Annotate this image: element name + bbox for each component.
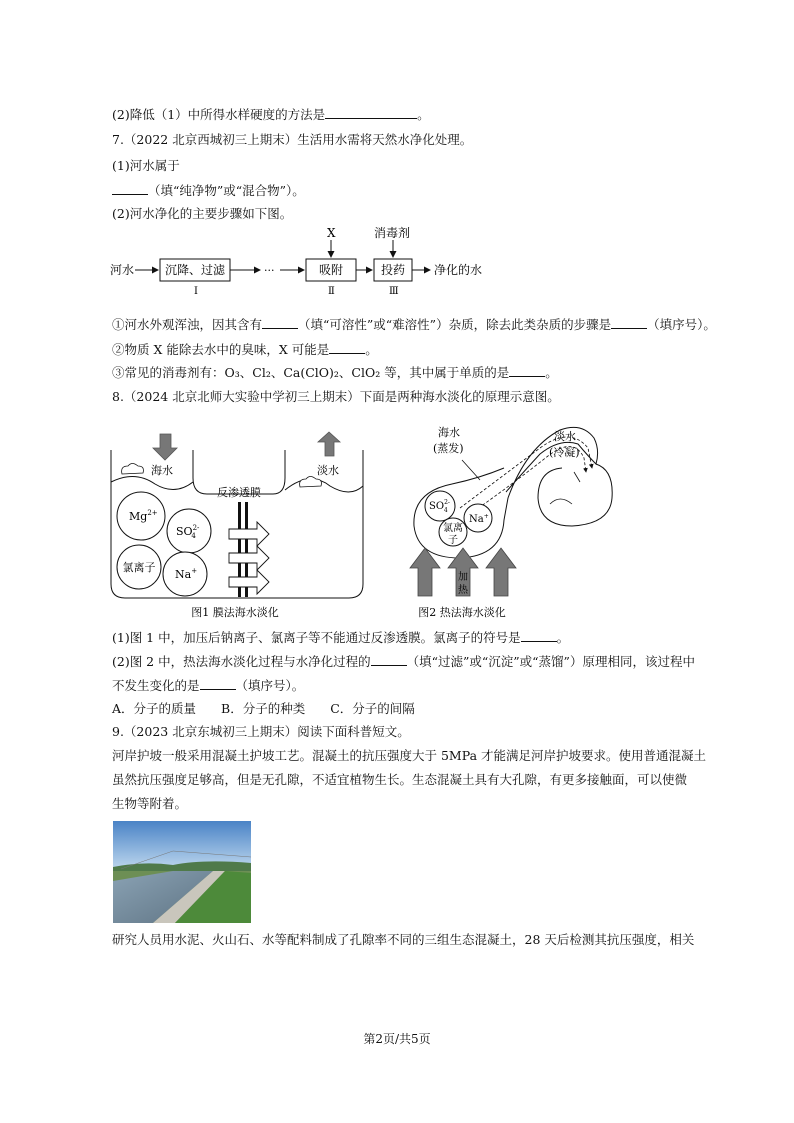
- svg-text:Mg2+: $Mg^{2+}$: [129, 509, 158, 523]
- flow-end-label: 净化的水: [434, 263, 483, 277]
- q7-sub3: ③常见的消毒剂有：O₃、Cl₂、Ca(ClO)₂、ClO₂ 等，其中属于单质的是 。: [112, 365, 558, 380]
- membrane-label: 反渗透膜: [217, 486, 261, 499]
- q7-part2: (2)河水净化的主要步骤如下图。: [112, 206, 293, 221]
- passage-line-3: 生物等附着。: [112, 796, 188, 811]
- flow-disinfectant-label: 消毒剂: [373, 226, 411, 240]
- cloud-icon: [122, 464, 144, 475]
- q8-part2: (2)图 2 中，热法海水淡化过程与水净化过程的 （填“过滤”或“沉淀”或“蒸馏”）原理相同，该过程中: [112, 654, 695, 669]
- answer-blank[interactable]: [509, 364, 545, 377]
- flow-start-label: 河水: [110, 263, 135, 277]
- permeate-arrow-icon: [229, 522, 269, 546]
- q7-sub2: ②物质 X 能除去水中的臭味，X 可能是 。: [112, 342, 378, 357]
- q9-stem: 9.（2023 北京东城初三上期末）阅读下面科普短文。: [112, 724, 410, 739]
- svg-text:子: 子: [448, 535, 458, 546]
- figure-2-caption: 图2 热法海水淡化: [418, 606, 506, 619]
- heat-label-2: 热: [458, 585, 468, 596]
- svg-text:Na+: Na+: [175, 567, 198, 581]
- condense-label: (冷凝): [549, 446, 580, 459]
- freshwater-condense-label: 淡水: [554, 430, 576, 443]
- answer-blank[interactable]: [611, 316, 647, 329]
- figure-2-thermal-desalination: [400, 408, 640, 624]
- cloud-icon: [300, 477, 322, 488]
- figure-1-caption: 图1 膜法海水淡化: [191, 606, 279, 619]
- answer-blank[interactable]: [112, 182, 148, 195]
- water-purification-flow-diagram: [100, 222, 520, 302]
- freshwater-label: 淡水: [317, 464, 339, 477]
- svg-text:氯离: 氯离: [443, 523, 463, 534]
- svg-text:氯离子: 氯离子: [122, 561, 156, 574]
- q8-stem: 8.（2024 北京北师大实验中学初三上期末）下面是两种海水淡化的原理示意图。: [112, 389, 560, 404]
- figure-1-membrane-desalination: [105, 412, 380, 624]
- permeate-arrow-icon: [229, 546, 269, 570]
- flow-ellipsis: ···: [264, 264, 275, 277]
- q8-options: A．分子的质量 B．分子的种类 C．分子的间隔: [112, 701, 415, 716]
- q6-part2: (2)降低（1）中所得水样硬度的方法是 。: [112, 107, 430, 122]
- svg-text:SO2-4: $SO^{2-}4$: [176, 524, 200, 540]
- seawater-evaporate-label: 海水: [438, 426, 460, 439]
- svg-text:Na+: Na+: [469, 513, 489, 525]
- flow-step1-number: I: [194, 286, 198, 297]
- answer-blank[interactable]: [329, 341, 365, 354]
- answer-blank[interactable]: [262, 316, 298, 329]
- heat-label-1: 加: [458, 572, 468, 583]
- passage-line-2: 虽然抗压强度足够高，但是无孔隙，不适宜植物生长。生态混凝土具有大孔隙，有更多接触面，可以使微: [112, 772, 688, 787]
- passage-line-4: 研究人员用水泥、火山石、水等配料制成了孔隙率不同的三组生态混凝土，28 天后检测其抗压强度，相关: [112, 932, 695, 947]
- svg-text:SO2-4: $SO^{2-}4$: [429, 499, 450, 514]
- page-footer: 第2页/共5页: [363, 1032, 431, 1046]
- evaporate-label: (蒸发): [433, 442, 464, 455]
- q8-part1: (1)图 1 中，加压后钠离子、氯离子等不能通过反渗透膜。氯离子的符号是 。: [112, 630, 570, 645]
- q7-part1-answer: （填“纯净物”或“混合物”）。: [112, 182, 305, 199]
- heat-arrow-icon: [410, 548, 440, 596]
- permeate-arrow-icon: [229, 570, 269, 594]
- flow-x-label: X: [327, 226, 336, 240]
- q7-stem: 7.（2022 北京西城初三上期末）生活用水需将天然水净化处理。: [112, 132, 473, 147]
- heat-arrow-icon: [486, 548, 516, 596]
- answer-blank[interactable]: [371, 653, 407, 666]
- q8-part2-cont: 不发生变化的是 （填序号）。: [112, 678, 305, 693]
- flow-step2-label: 吸附: [318, 263, 344, 277]
- answer-blank[interactable]: [325, 106, 417, 119]
- freshwater-up-arrow-icon: [318, 432, 340, 456]
- flow-step1-label: 沉降、过滤: [164, 263, 226, 277]
- river-bank-photo: [113, 821, 251, 923]
- flow-step3-number: Ⅲ: [389, 286, 399, 297]
- answer-blank[interactable]: [521, 629, 557, 642]
- q7-sub1: ①河水外观浑浊，因其含有 （填“可溶性”或“难溶性”）杂质，除去此类杂质的步骤是 （填序号）。: [112, 317, 716, 332]
- pressure-down-arrow-icon: [153, 434, 177, 460]
- answer-blank[interactable]: [200, 677, 236, 690]
- flow-step2-number: Ⅱ: [328, 286, 335, 297]
- passage-line-1: 河岸护坡一般采用混凝土护坡工艺。混凝土的抗压强度大于 5MPa 才能满足河岸护坡要求。使用普通混凝土: [112, 748, 707, 763]
- q7-part1: (1)河水属于: [112, 158, 180, 173]
- flow-step3-label: 投药: [380, 263, 406, 277]
- seawater-label: 海水: [151, 464, 173, 477]
